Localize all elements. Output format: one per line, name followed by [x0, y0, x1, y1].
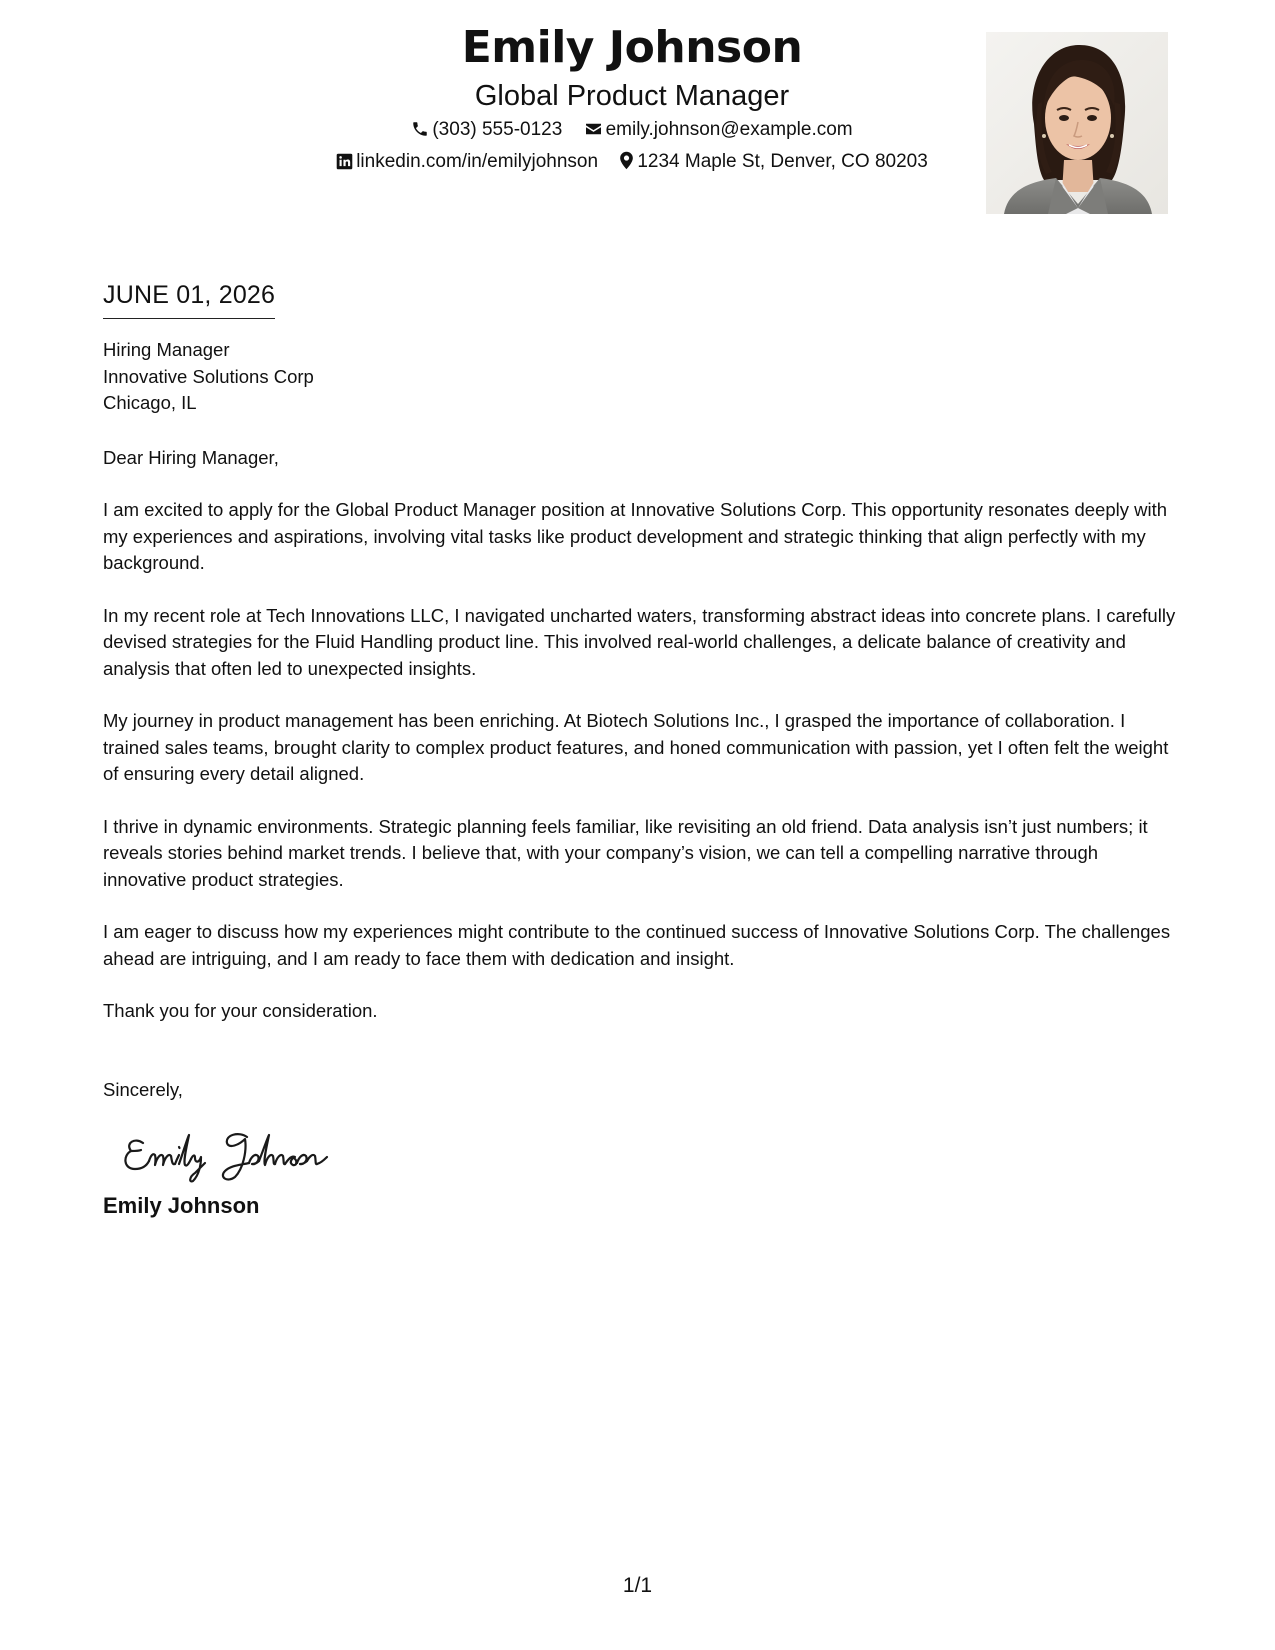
closing: Sincerely, [103, 1078, 183, 1100]
handwritten-signature [121, 1121, 1183, 1185]
address-text: 1234 Maple St, Denver, CO 80203 [637, 151, 928, 172]
paragraph-environments: I thrive in dynamic environments. Strategic planning feels familiar, like revisiting an old friend. Data analysis isn’t just numbers; it reveals stories behind market trends. I believe that, with your company’s vision, we can tell a compelling narrative through innovative product strategies. [103, 815, 1148, 890]
paragraph-recent-role: In my recent role at Tech Innovations LLC, I navigated uncharted waters, transforming abstract ideas into concrete plans. I carefully devised strategies for the Fluid Handling product line. This involved real-world challenges, a delicate balance of creativity and analysis that often led to unexpected insights. [103, 604, 1176, 679]
paragraph-thanks: Thank you for your consideration. [103, 1000, 378, 1021]
linkedin-text: linkedin.com/in/emilyjohnson [356, 151, 599, 172]
linkedin-contact [336, 146, 598, 178]
signer-name: Emily Johnson [103, 1193, 260, 1218]
salutation: Dear Hiring Manager, [103, 446, 279, 468]
signature-image [121, 1121, 361, 1185]
applicant-title: Global Product Manager [474, 80, 790, 112]
envelope-icon [584, 120, 603, 138]
phone-text: (303) 555-0123 [432, 119, 563, 140]
recipient-block [103, 337, 1183, 417]
portrait-image [986, 32, 1168, 214]
letter-date: JUNE 01, 2026 [103, 278, 275, 319]
phone-icon [411, 120, 429, 138]
recipient-location: Chicago, IL [103, 392, 197, 413]
linkedin-icon [336, 153, 353, 170]
recipient-company: Innovative Solutions Corp [103, 365, 314, 387]
map-pin-icon [619, 151, 634, 170]
paragraph-eager: I am eager to discuss how my experiences might contribute to the continued success of Innovative Solutions Corp. The challenges ahead are intriguing, and I am ready to face them with dedication and insight. [103, 921, 1171, 969]
applicant-name: Emily Johnson [461, 22, 803, 73]
letter-body [103, 278, 1183, 1221]
email-contact [584, 114, 853, 146]
page-number: 1/1 [622, 1574, 653, 1597]
address-contact [619, 146, 927, 178]
phone-contact [411, 114, 562, 146]
email-text: emily.johnson@example.com [605, 119, 853, 140]
profile-photo [986, 32, 1168, 214]
paragraph-journey: My journey in product management has been enriching. At Biotech Solutions Inc., I grasped the importance of collaboration. I trained sales teams, brought clarity to complex product features, and honed communication with passion, yet I often felt the weight of ensuring every detail aligned. [103, 710, 1169, 784]
recipient-name: Hiring Manager [103, 339, 230, 360]
paragraph-intro: I am excited to apply for the Global Product Manager position at Innovative Solutions Corp. This opportunity resonates deeply with my experiences and aspirations, involving vital tasks like product development and strategic thinking that align perfectly with my background. [103, 499, 1168, 573]
